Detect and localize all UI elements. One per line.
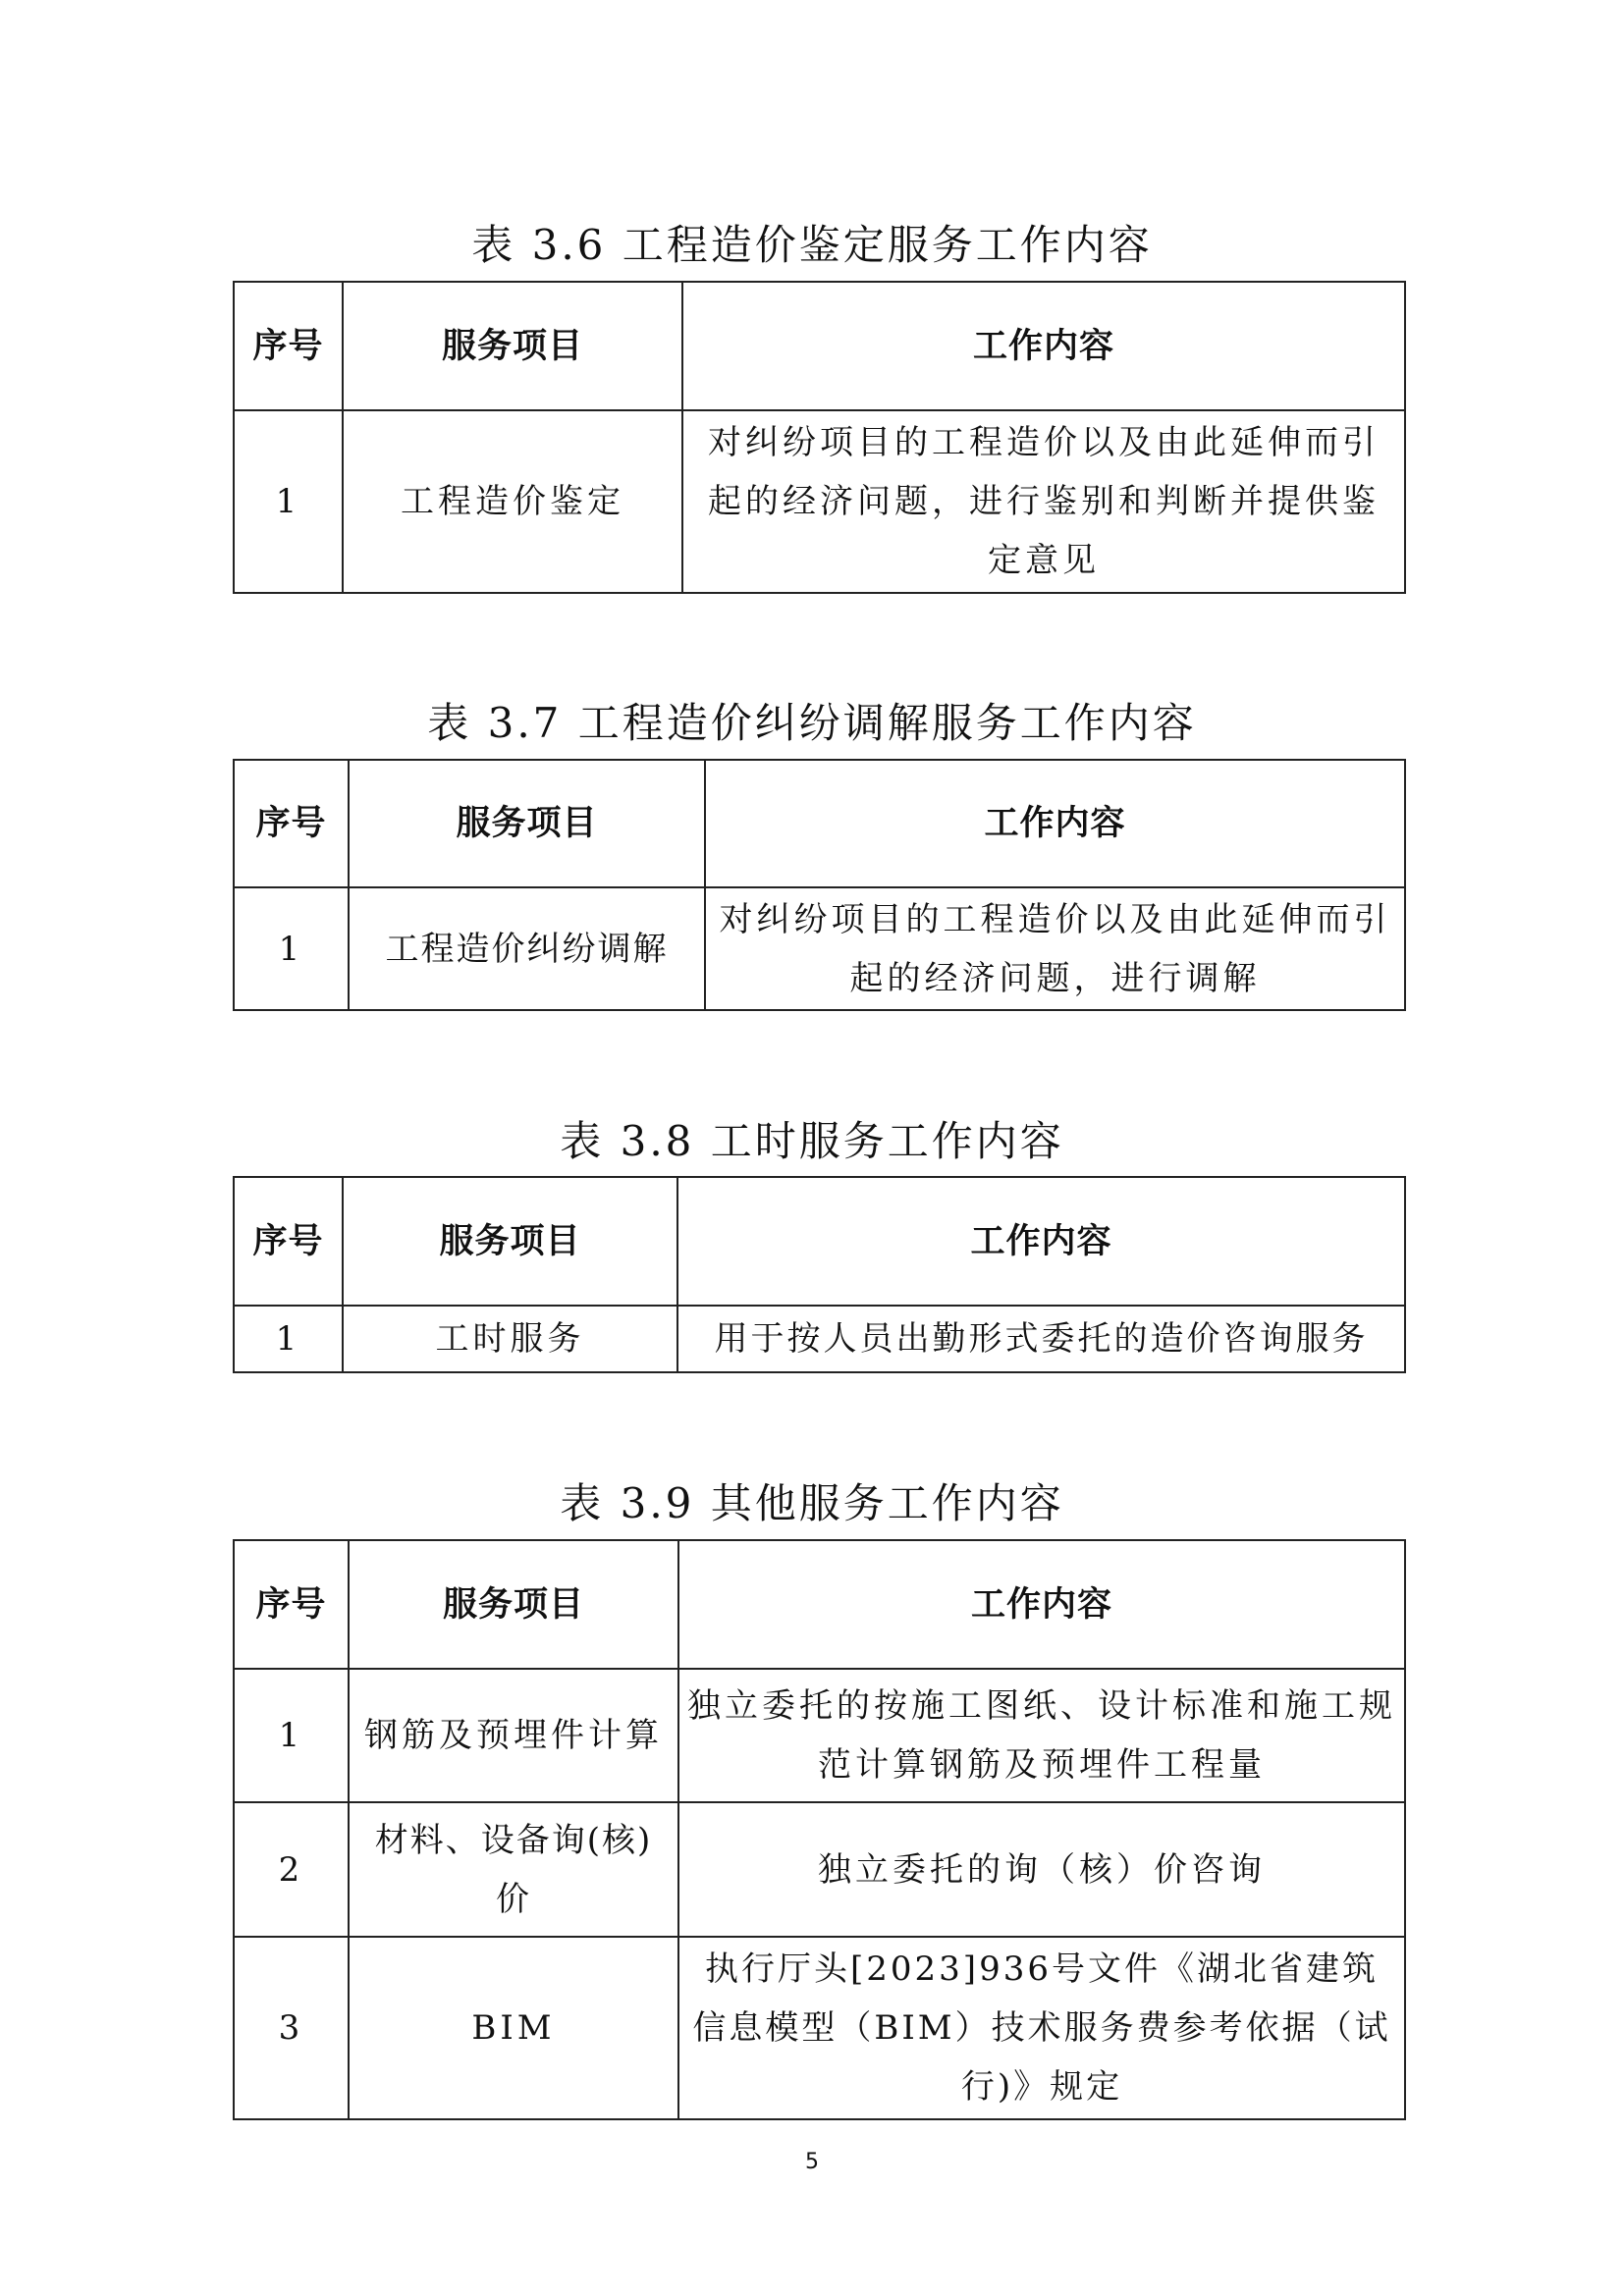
row-item: 材料、设备询(核)价 (349, 1802, 678, 1937)
row-content: 对纠纷项目的工程造价以及由此延伸而引起的经济问题，进行调解 (705, 887, 1405, 1010)
row-no: 1 (234, 1306, 343, 1372)
header-item: 服务项目 (349, 760, 705, 887)
table-3-7 (233, 759, 1406, 1011)
row-content: 对纠纷项目的工程造价以及由此延伸而引起的经济问题，进行鉴别和判断并提供鉴定意见 (682, 410, 1405, 593)
table-3-8 (233, 1176, 1406, 1373)
row-item: 工程造价纠纷调解 (349, 887, 705, 1010)
table-3-8-caption: 表 3.8 工时服务工作内容 (560, 1117, 1064, 1165)
header-content: 工作内容 (678, 1540, 1405, 1669)
table-header-row (234, 282, 1405, 410)
table-header-row (234, 1177, 1405, 1306)
header-no: 序号 (234, 1540, 349, 1669)
table-row (234, 1802, 1405, 1937)
row-item: 工程造价鉴定 (343, 410, 682, 593)
row-no: 2 (234, 1802, 349, 1937)
row-no: 3 (234, 1937, 349, 2119)
table-row (234, 410, 1405, 593)
header-no: 序号 (234, 1177, 343, 1306)
header-no: 序号 (234, 282, 343, 410)
row-item: 工时服务 (343, 1306, 677, 1372)
header-content: 工作内容 (682, 282, 1405, 410)
header-item: 服务项目 (349, 1540, 678, 1669)
row-content: 独立委托的按施工图纸、设计标准和施工规范计算钢筋及预埋件工程量 (678, 1669, 1405, 1802)
row-content: 执行厅头[2023]936号文件《湖北省建筑信息模型（BIM）技术服务费参考依据（试行)》规定 (678, 1937, 1405, 2119)
table-row (234, 887, 1405, 1010)
table-3-7-caption: 表 3.7 工程造价纠纷调解服务工作内容 (427, 699, 1197, 747)
table-row (234, 1306, 1405, 1372)
row-no: 1 (234, 410, 343, 593)
row-item: 钢筋及预埋件计算 (349, 1669, 678, 1802)
table-3-9-caption: 表 3.9 其他服务工作内容 (560, 1479, 1064, 1527)
row-content: 用于按人员出勤形式委托的造价咨询服务 (677, 1306, 1405, 1372)
table-3-6 (233, 281, 1406, 594)
row-content: 独立委托的询（核）价咨询 (678, 1802, 1405, 1937)
table-3-9 (233, 1539, 1406, 2120)
header-content: 工作内容 (705, 760, 1405, 887)
table-row (234, 1669, 1405, 1802)
table-row (234, 1937, 1405, 2119)
table-header-row (234, 1540, 1405, 1669)
header-item: 服务项目 (343, 282, 682, 410)
header-content: 工作内容 (677, 1177, 1405, 1306)
header-item: 服务项目 (343, 1177, 677, 1306)
row-no: 1 (234, 1669, 349, 1802)
table-header-row (234, 760, 1405, 887)
row-no: 1 (234, 887, 349, 1010)
table-3-6-caption: 表 3.6 工程造价鉴定服务工作内容 (471, 221, 1153, 269)
header-no: 序号 (234, 760, 349, 887)
page-number: 5 (805, 2150, 819, 2174)
row-item: BIM (349, 1937, 678, 2119)
